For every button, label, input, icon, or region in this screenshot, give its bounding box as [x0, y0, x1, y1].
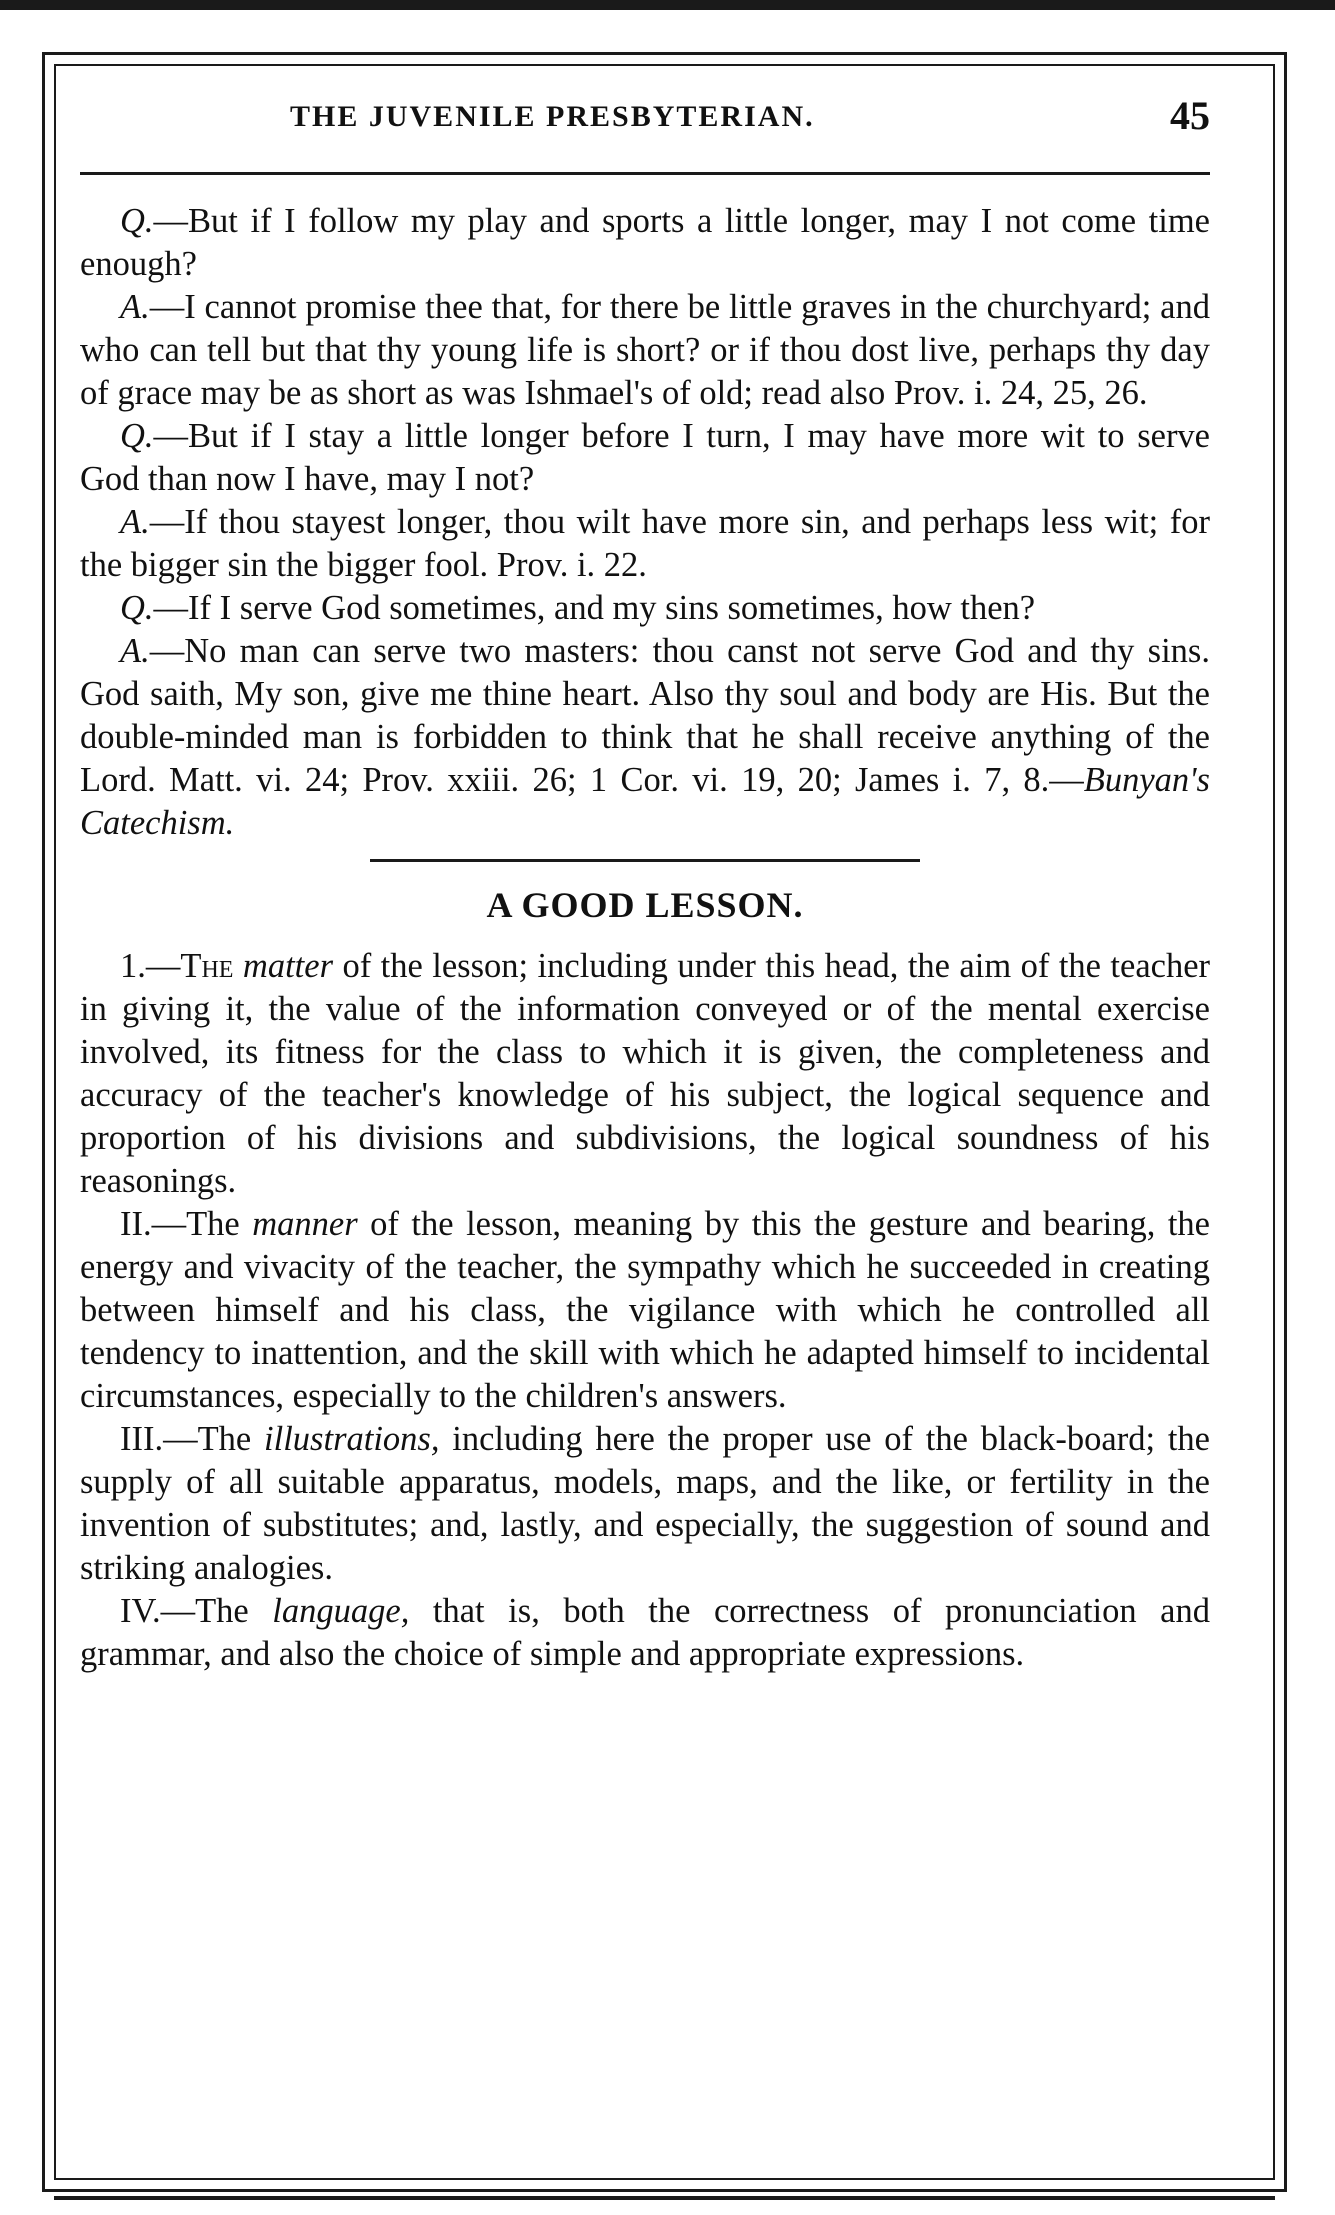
item-text: that is, both the correctness of pronunciation and grammar, and also the choice of simple and appropriate expressions. [80, 1592, 1210, 1673]
question-text: —But if I stay a little longer before I turn, I may have more wit to serve God than now I have, may I not? [80, 417, 1210, 498]
item-lead: The [195, 1592, 249, 1630]
item-term: manner [252, 1205, 358, 1243]
catechism-question [80, 587, 1210, 630]
item-term: illustrations, [264, 1420, 440, 1458]
answer-label: A. [120, 503, 150, 541]
item-lead: The [197, 1420, 252, 1458]
item-text: including here the proper use of the black-board; the supply of all suitable apparatus, models, maps, and the like, or fertility in the invention of substitutes; and, lastly, and especially, the suggestion of sound and striking analogies. [80, 1420, 1210, 1587]
lesson-item [80, 1418, 1210, 1590]
answer-text: —If thou stayest longer, thou wilt have more sin, and perhaps less wit; for the bigger sin the bigger fool. Prov. i. 22. [80, 503, 1210, 584]
answer-label: A. [120, 632, 150, 670]
question-text: —But if I follow my play and sports a little longer, may I not come time enough? [80, 202, 1210, 283]
running-head [80, 88, 1210, 148]
journal-title: THE JUVENILE PRESBYTERIAN. [290, 100, 815, 133]
item-term: language, [272, 1592, 410, 1630]
section-separator [370, 859, 920, 862]
item-numeral: IV.— [120, 1592, 196, 1630]
section-heading: A GOOD LESSON. [486, 885, 804, 925]
item-lead: The [180, 947, 234, 985]
item-numeral: 1.— [120, 947, 181, 985]
item-numeral: II.— [120, 1205, 187, 1243]
item-term: matter [242, 947, 333, 985]
bottom-rule [54, 2196, 1275, 2200]
top-edge-rule [0, 0, 1335, 10]
lesson-item [80, 1203, 1210, 1418]
question-text: —If I serve God sometimes, and my sins sometimes, how then? [153, 589, 1036, 627]
catechism-answer [80, 286, 1210, 415]
item-numeral: III.— [120, 1420, 198, 1458]
header-rule [80, 172, 1210, 175]
lesson-item [80, 945, 1210, 1203]
answer-label: A. [120, 288, 150, 326]
question-label: Q. [120, 589, 154, 627]
catechism-answer [80, 630, 1210, 845]
question-label: Q. [120, 202, 154, 240]
item-text: of the lesson; including under this head, the aim of the teacher in giving it, the value of the information conveyed or of the mental exercise involved, its fitness for the class to which it is given, the completeness and accuracy of the teacher's knowledge of his subject, the logical sequence and proportion of his divisions and subdivisions, the logical soundness of his reasonings. [80, 947, 1210, 1200]
attribution: Bunyan's Catechism. [80, 761, 1210, 842]
question-label: Q. [120, 417, 154, 455]
lesson-item [80, 1590, 1210, 1676]
catechism-answer [80, 501, 1210, 587]
item-text: of the lesson, meaning by this the gesture and bearing, the energy and vivacity of the teacher, the sympathy which he succeeded in creating between himself and his class, the vigilance with which he controlled all tendency to inattention, and the skill with which he adapted himself to incidental circumstances, especially to the children's answers. [80, 1205, 1210, 1415]
catechism-question [80, 415, 1210, 501]
answer-text: —No man can serve two masters: thou canst not serve God and thy sins. God saith, My son, give me thine heart. Also thy soul and body are His. But the double-minded man is forbidden to think that he shall receive anything of the Lord. Matt. vi. 24; Prov. xxiii. 26; 1 Cor. vi. 19, 20; James i. 7, 8.— [80, 632, 1210, 799]
catechism-question [80, 200, 1210, 286]
page-body [80, 200, 1210, 1676]
page-number: 45 [1170, 93, 1210, 138]
answer-text: —I cannot promise thee that, for there be little graves in the churchyard; and who can tell but that thy young life is short? or if thou dost live, perhaps thy day of grace may be as short as was Ishmael's of old; read also Prov. i. 24, 25, 26. [80, 288, 1210, 412]
item-lead: The [186, 1205, 240, 1243]
